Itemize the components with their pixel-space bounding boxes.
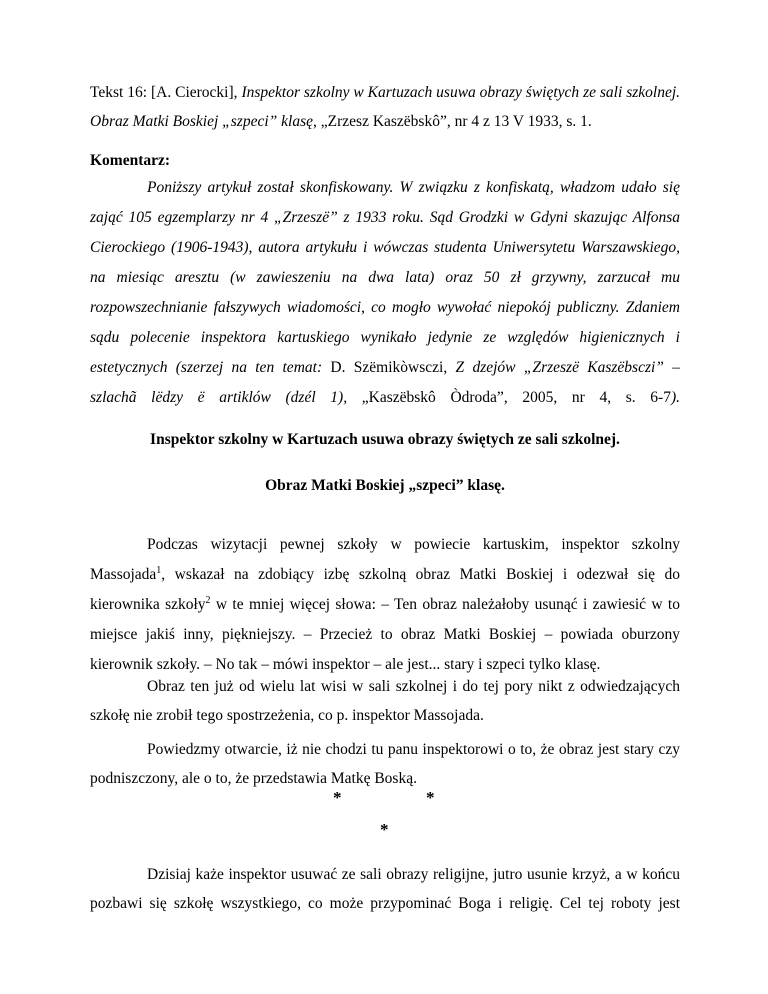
paragraph-1-text-a: Podczas wizytacji pewnej szkoły w powiecie kartuskim, inspektor szkolny Massojada xyxy=(90,536,680,583)
commentary-ref-author: D. Szëmikòwsczi, xyxy=(330,359,448,376)
article-paragraph-2: Obraz ten już od wielu lat wisi w sali szkolnej i do tej pory nikt z odwiedzających szkołę nie zrobił tego spostrzeżenia, co p. inspektor Massojada. xyxy=(90,678,680,724)
header-title-part1: Inspektor szkolny w Kartuzach usuwa obrazy świętych ze sali xyxy=(241,84,623,101)
article-paragraph-3: Powiedzmy otwarcie, iż nie chodzi tu panu inspektorowi o to, że obraz jest stary czy podniszczony, ale o to, że przedstawia Matkę Boską. xyxy=(90,741,680,787)
commentary-heading: Komentarz: xyxy=(90,152,171,169)
article-title-line1: Inspektor szkolny w Kartuzach usuwa obrazy świętych ze sali szkolnej. xyxy=(150,431,620,448)
commentary-ref-journal: „Kaszëbskô Òdroda”, 2005, nr 4, s. 6-7 xyxy=(361,389,671,406)
article-paragraph-1 xyxy=(90,530,680,680)
header-prefix: Tekst 16: [A. Cierocki], xyxy=(90,84,242,101)
commentary-paragraph xyxy=(90,173,680,413)
section-asterisk-center: * xyxy=(380,820,389,839)
article-paragraph-4: Dzisiaj każe inspektor usuwać ze sali obrazy religijne, jutro usunie krzyż, a w końcu pozbawi się szkołę wszystkiego, co może przypominać Boga i religię. Cel tej roboty jest xyxy=(90,866,680,912)
commentary-text: Poniższy artykuł został skonfiskowany. W związku z konfiskatą, władzom udało się zająć 105 egzemplarzy nr 4 „Zrzeszë” z 1933 roku. Sąd Grodzki w Gdyni skazując Alfonsa Cierockiego (1906-1943), autora artykułu i wówczas studenta Uniwersytetu Warszawskiego, na miesiąc aresztu (w zawieszeniu na dwa lata) oraz 50 zł grzywny, zarzucał mu rozpowszechnianie fałszywych wiadomości, co mogło wywołać niepokój publiczny. Zdaniem sądu polecenie inspektora kartuskiego wynikało jedynie ze względów higienicznych i estetycznych (szerzej na ten temat: xyxy=(90,179,680,376)
footnote-ref-2: 2 xyxy=(205,594,211,606)
header-title-part2: szkolnej. Obraz Matki Boskiej „szpeci” klasę, xyxy=(90,84,680,130)
header-source: „Zrzesz Kaszëbskô”, nr 4 z 13 V 1933, s. 1. xyxy=(316,113,592,130)
paragraph-1-text-b: , wskazał na zdobiący izbę szkolną obraz Matki Boskiej i odezwał się do kierownika szkoły xyxy=(90,566,680,613)
section-asterisk-right: * xyxy=(426,788,435,807)
source-header xyxy=(90,78,680,136)
footnote-ref-1: 1 xyxy=(156,564,162,576)
commentary-ref-close: ). xyxy=(670,389,680,406)
section-asterisk-left: * xyxy=(333,788,342,807)
commentary-ref-title: Z dzejów „Zrzeszë Kaszëbsczi” – szlachã lëdzy ë artiklów (dzél 1), xyxy=(90,359,680,406)
article-title-line2: Obraz Matki Boskiej „szpeci” klasę. xyxy=(265,477,505,494)
paragraph-1-text-c: w te mniej więcej słowa: – Ten obraz należałoby usunąć i zawiesić w to miejsce jakiś inny, piękniejszy. – Przecież to obraz Matki Boskiej – powiada oburzony kierownik szkoły. – No tak – mówi inspektor – ale jest... stary i szpeci tylko klasę. xyxy=(90,596,680,673)
